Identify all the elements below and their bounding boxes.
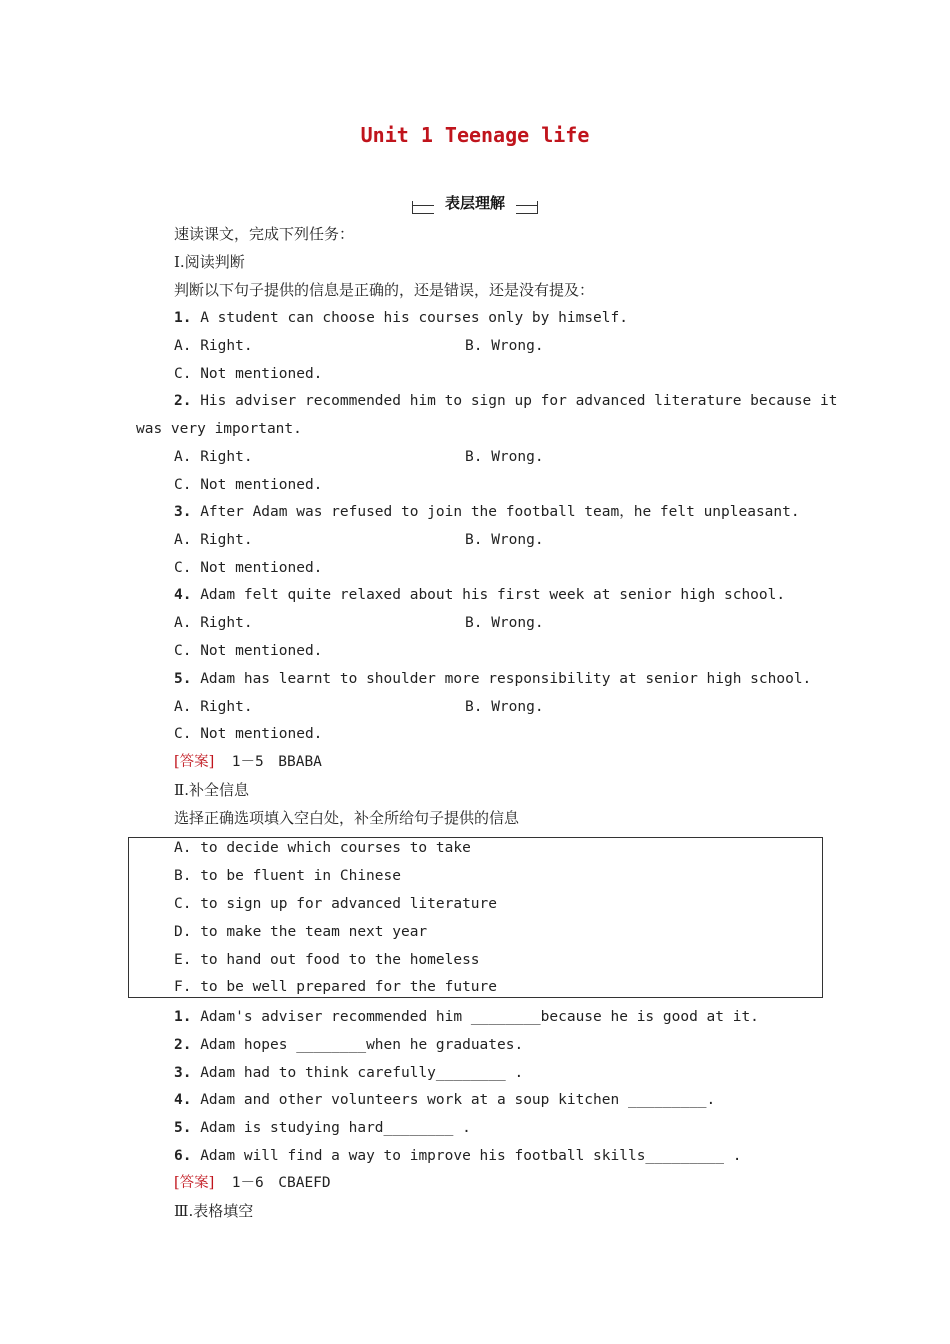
answer-text: 1－5 BBABA (231, 754, 322, 770)
page-title: Unit 1 Teenage life (360, 123, 590, 147)
box-option-e: E. to hand out food to the homeless (174, 952, 480, 968)
question-text: Adam had to think carefully________ . (200, 1065, 524, 1081)
option-c: C. Not mentioned. (174, 643, 323, 659)
box-option-a: A. to decide which courses to take (174, 840, 471, 856)
question-number: 6. (174, 1148, 192, 1164)
option-a: A. Right. (174, 449, 253, 465)
question-text-continued: was very important. (136, 421, 302, 437)
question-text: Adam hopes ________when he graduates. (200, 1037, 524, 1053)
option-a: A. Right. (174, 615, 253, 631)
option-c: C. Not mentioned. (174, 366, 323, 382)
section-heading-label: 表层理解 (434, 192, 516, 214)
question-4 (174, 585, 785, 605)
fill-question-1 (174, 1007, 759, 1027)
option-b: B. Wrong. (465, 449, 544, 465)
section-heading (412, 192, 538, 214)
option-a: A. Right. (174, 338, 253, 354)
option-b: B. Wrong. (465, 699, 544, 715)
question-number: 1. (174, 310, 192, 326)
part2-instruction: 选择正确选项填入空白处，补全所给句子提供的信息 (174, 809, 520, 827)
question-text: Adam and other volunteers work at a soup kitchen _________. (200, 1092, 716, 1108)
option-b: B. Wrong. (465, 615, 544, 631)
fill-question-3 (174, 1063, 523, 1083)
option-a: A. Right. (174, 532, 253, 548)
question-number: 1. (174, 1009, 192, 1025)
question-3 (174, 502, 800, 522)
option-a: A. Right. (174, 699, 253, 715)
question-text: A student can choose his courses only by himself. (200, 310, 628, 326)
option-c: C. Not mentioned. (174, 477, 323, 493)
question-1 (174, 308, 628, 328)
question-5 (174, 669, 811, 689)
answer-tag: [答案] (174, 754, 215, 770)
intro-text: 速读课文，完成下列任务： (174, 225, 355, 243)
part2-heading: Ⅱ.补全信息 (174, 781, 249, 799)
question-number: 4. (174, 587, 192, 603)
question-text: Adam has learnt to shoulder more responsibility at senior high school. (200, 671, 812, 687)
box-option-b: B. to be fluent in Chinese (174, 868, 401, 884)
answer-tag: [答案] (174, 1175, 215, 1191)
option-b: B. Wrong. (465, 338, 544, 354)
question-text: Adam felt quite relaxed about his first week at senior high school. (200, 587, 786, 603)
question-number: 5. (174, 671, 192, 687)
heading-cap-right (537, 201, 538, 213)
option-b: B. Wrong. (465, 532, 544, 548)
box-option-d: D. to make the team next year (174, 924, 428, 940)
question-2 (174, 391, 837, 411)
heading-cap-left (412, 201, 413, 213)
question-text: Adam is studying hard________ . (200, 1120, 471, 1136)
question-number: 3. (174, 504, 192, 520)
fill-question-4 (174, 1090, 715, 1110)
options-box (128, 837, 823, 998)
part2-answer (174, 1173, 331, 1193)
option-c: C. Not mentioned. (174, 560, 323, 576)
question-number: 3. (174, 1065, 192, 1081)
question-number: 4. (174, 1092, 192, 1108)
box-option-f: F. to be well prepared for the future (174, 979, 498, 995)
part1-heading: Ⅰ.阅读判断 (174, 253, 245, 271)
question-text: His adviser recommended him to sign up for advanced literature because it (200, 393, 838, 409)
question-number: 2. (174, 393, 192, 409)
part3-heading: Ⅲ.表格填空 (174, 1202, 254, 1220)
question-text: Adam will find a way to improve his football skills_________ . (200, 1148, 742, 1164)
question-text: Adam's adviser recommended him ________because he is good at it. (200, 1009, 759, 1025)
part1-answer (174, 752, 322, 772)
fill-question-6 (174, 1146, 741, 1166)
part1-instruction: 判断以下句子提供的信息是正确的，还是错误，还是没有提及： (174, 281, 595, 299)
fill-question-2 (174, 1035, 523, 1055)
question-number: 5. (174, 1120, 192, 1136)
question-text: After Adam was refused to join the football team，he felt unpleasant. (200, 504, 800, 520)
question-number: 2. (174, 1037, 192, 1053)
option-c: C. Not mentioned. (174, 726, 323, 742)
fill-question-5 (174, 1118, 471, 1138)
box-option-c: C. to sign up for advanced literature (174, 896, 498, 912)
answer-text: 1－6 CBAEFD (231, 1175, 331, 1191)
